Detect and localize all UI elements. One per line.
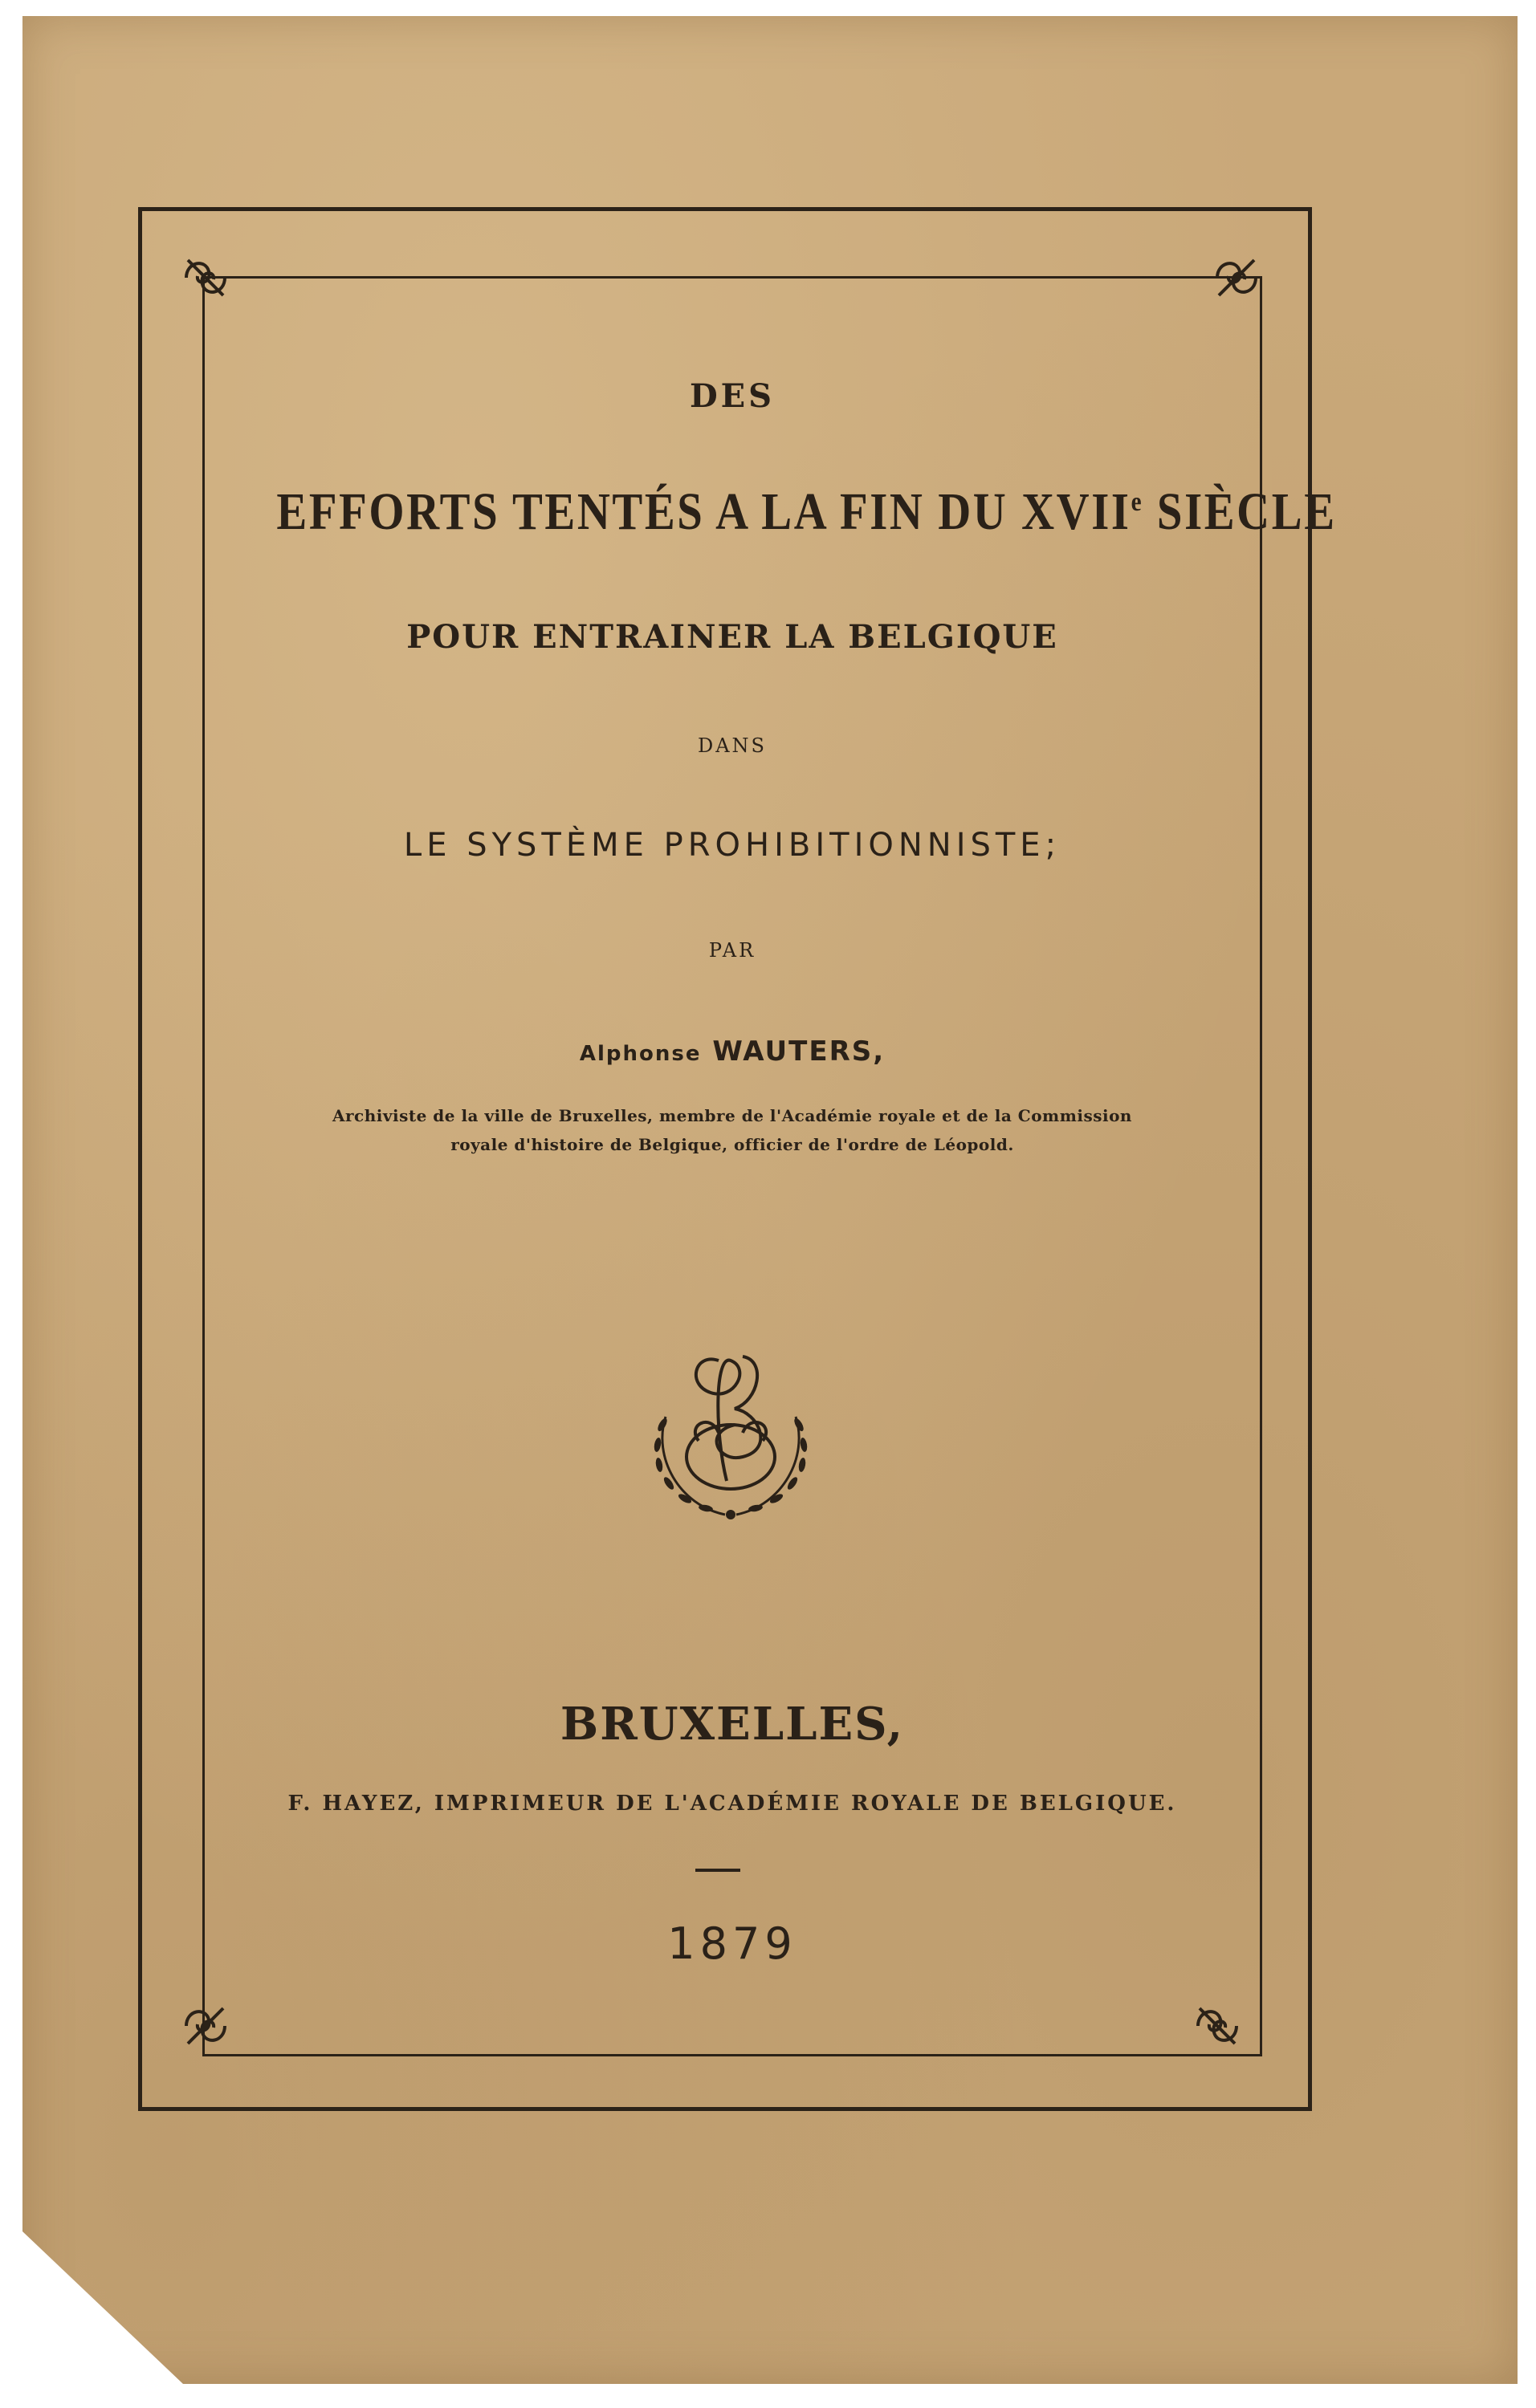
main-title-superscript: e — [1131, 487, 1144, 517]
torn-corner — [22, 2231, 183, 2384]
author-name — [202, 1035, 1262, 1068]
title-line-des: DES — [689, 377, 776, 415]
subtitle-dans: DANS — [697, 734, 767, 757]
author-description-line-2: royale d'histoire de Belgique, officier de l'ordre de Léopold. — [450, 1135, 1014, 1154]
imprint-year: 1879 — [667, 1918, 797, 1969]
author-last-name: WAUTERS, — [712, 1035, 886, 1068]
author-description-line-1: Archiviste de la ville de Bruxelles, membre de l'Académie royale et de la Commission — [332, 1106, 1132, 1125]
subtitle-pour: POUR ENTRAINER LA BELGIQUE — [406, 618, 1058, 656]
subtitle-systeme: LE SYSTÈME PROHIBITIONNISTE; — [403, 827, 1061, 864]
corner-ornament-icon — [180, 2000, 231, 2052]
by-label: PAR — [708, 939, 756, 962]
main-title-text: EFFORTS TENTÉS A LA FIN DU XVII — [276, 482, 1131, 541]
corner-ornament-icon — [180, 252, 231, 303]
imprint-publisher: F. HAYEZ, IMPRIMEUR DE L'ACADÉMIE ROYALE DE BELGIQUE. — [287, 1792, 1177, 1816]
author-first-name: Alphonse — [579, 1042, 702, 1066]
monogram-wreath-icon — [638, 1336, 823, 1537]
imprint-city: BRUXELLES, — [560, 1698, 905, 1751]
inner-border-frame — [202, 276, 1262, 2056]
main-title — [276, 482, 1337, 543]
corner-ornament-icon — [1192, 2000, 1243, 2052]
corner-ornament-icon — [1211, 252, 1262, 303]
main-title-tail: SIÈCLE — [1143, 482, 1337, 541]
divider-rule — [695, 1869, 740, 1872]
